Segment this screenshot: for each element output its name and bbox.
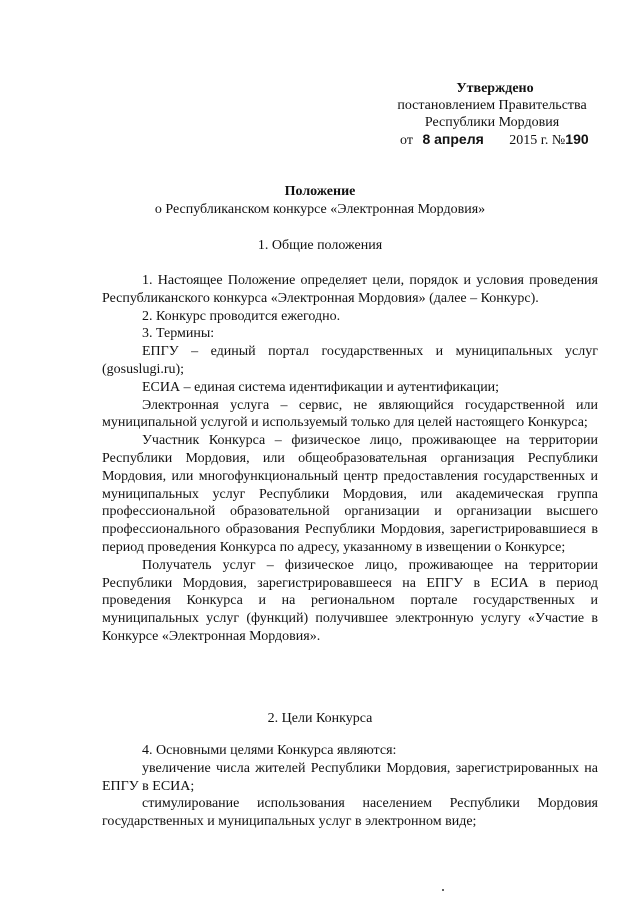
paragraph: Получатель услуг – физическое лицо, проживающее на территории Республики Мордовия, зарегистрировавшееся на ЕПГУ в ЕСИА в период проведения Конкурса и на региональном портале государственных и муниципальных услуг (функций) получившее электронную услугу «Участие в Конкурсе «Электронная Мордовия».	[102, 557, 598, 644]
scan-dot	[442, 889, 444, 891]
section-2-body	[102, 742, 598, 831]
document-title: Положение	[284, 184, 356, 199]
paragraph: Участник Конкурса – физическое лицо, проживающее на территории Республики Мордовия, или общеобразовательная организация Республики Мордовия, или многофункциональный центр предоставления государственных и муниципальных услуг Республики Мордовия, или академическая группа профессиональной образовательной организации и организации высшего профессионального образования Республики Мордовия, зарегистрировавшиеся в период проведения Конкурса по адресу, указанному в извещении о Конкурсе;	[102, 433, 598, 555]
paragraph: увеличение числа жителей Республики Мордовия, зарегистрированных на ЕПГУ в ЕСИА;	[102, 760, 598, 794]
paragraph: ЕСИА – единая система идентификации и аутентификации;	[142, 379, 500, 395]
paragraph: ЕПГУ – единый портал государственных и муниципальных услуг (gosuslugi.ru);	[102, 344, 598, 377]
document-subtitle: о Республиканском конкурсе «Электронная Мордовия»	[154, 202, 486, 217]
approval-line-1: постановлением Правительства	[397, 98, 587, 113]
paragraph: 4. Основными целями Конкурса являются:	[142, 743, 397, 758]
paragraph: стимулирование использования населением Республики Мордовия государственных и муниципальных услуг в электронном виде;	[102, 796, 598, 830]
section-1-heading: 1. Общие положения	[257, 238, 383, 253]
approval-date-line	[372, 131, 612, 149]
approval-number-handwritten: 190	[565, 131, 589, 147]
approval-line-2: Республики Мордовия	[424, 115, 560, 130]
section-1-body	[102, 272, 598, 646]
approval-heading: Утверждено	[456, 81, 534, 96]
paragraph: 3. Термины:	[142, 326, 215, 342]
paragraph: 2. Конкурс проводится ежегодно.	[142, 308, 341, 324]
approval-stamp	[372, 80, 612, 149]
approval-date-handwritten: 8 апреля	[422, 131, 484, 147]
approval-date-prefix: от	[400, 133, 413, 148]
section-2-heading: 2. Цели Конкурса	[267, 711, 373, 726]
paragraph: 1. Настоящее Положение определяет цели, порядок и условия проведения Республиканского конкурса «Электронная Мордовия» (далее – Конкурс).	[102, 273, 598, 306]
paragraph: Электронная услуга – сервис, не являющийся государственной или муниципальной услугой и используемый только для целей настоящего Конкурса;	[102, 397, 598, 431]
approval-year: 2015 г. №	[509, 133, 566, 148]
